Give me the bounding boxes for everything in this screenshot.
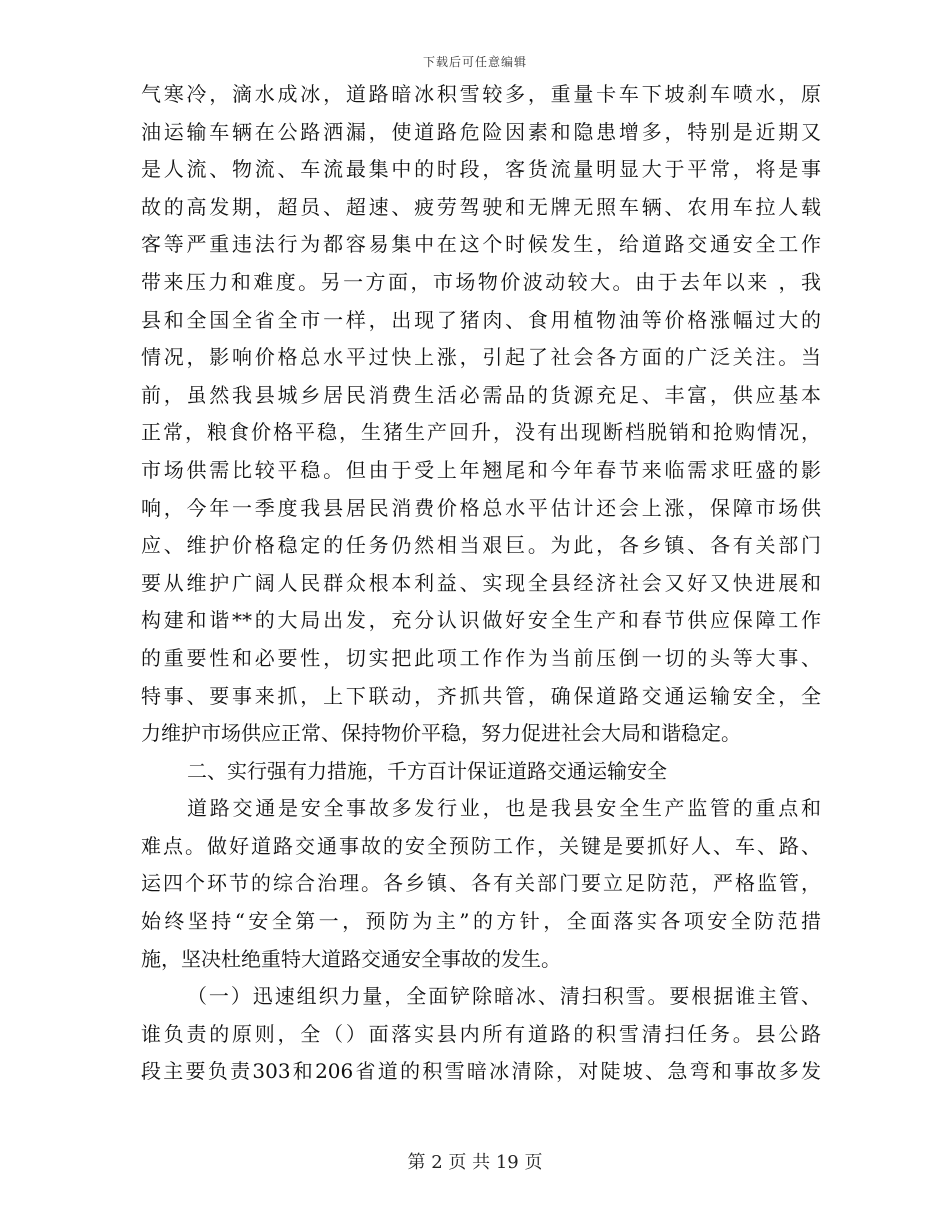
text-line: 县和全国全省全市一样，出现了猪肉、食用植物油等价格涨幅过大的	[141, 307, 821, 332]
text-line: 始终坚持“安全第一，预防为主”的方针，全面落实各项安全防范措	[141, 909, 821, 934]
text-line: 力维护市场供应正常、保持物价平稳，努力促进社会大局和谐稳定。	[141, 721, 741, 746]
text-line: 油运输车辆在公路洒漏，使道路危险因素和隐患增多，特别是近期又	[141, 119, 821, 144]
text-line: 施，坚决杜绝重特大道路交通安全事故的发生。	[141, 946, 561, 971]
text-line: 段主要负责303和206省道的积雪暗冰清除，对陡坡、急弯和事故多发	[141, 1059, 821, 1084]
text-line: 故的高发期，超员、超速、疲劳驾驶和无牌无照车辆、农用车拉人载	[141, 194, 821, 219]
text-line: 正常，粮食价格平稳，生猪生产回升，没有出现断档脱销和抢购情况，	[141, 420, 821, 445]
text-line: 带来压力和难度。另一方面，市场物价波动较大。由于去年以来 ，我	[141, 269, 821, 294]
text-line: 道路交通是安全事故多发行业，也是我县安全生产监管的重点和	[187, 796, 821, 821]
page-number: 第 2 页 共 19 页	[407, 1152, 543, 1173]
page-header: 下载后可任意编辑	[422, 55, 527, 69]
section-heading: 二、实行强有力措施，千方百计保证道路交通运输安全	[187, 758, 667, 783]
text-line: 特事、要事来抓，上下联动，齐抓共管，确保道路交通运输安全，全	[141, 683, 821, 708]
text-line: 难点。做好道路交通事故的安全预防工作，关键是要抓好人、车、路、	[141, 833, 821, 858]
text-line: 情况，影响价格总水平过快上涨，引起了社会各方面的广泛关注。当	[141, 345, 821, 370]
text-line: 气寒冷，滴水成冰，道路暗冰积雪较多，重量卡车下坡刹车喷水，原	[141, 82, 821, 106]
text-line: 市场供需比较平稳。但由于受上年翘尾和今年春节来临需求旺盛的影	[141, 457, 821, 482]
text-line: 应、维护价格稳定的任务仍然相当艰巨。为此，各乡镇、各有关部门	[141, 533, 821, 558]
text-line: 要从维护广阔人民群众根本利益、实现全县经济社会又好又快进展和	[141, 570, 821, 595]
text-line: 构建和谐**的大局出发，充分认识做好安全生产和春节供应保障工作	[141, 608, 821, 633]
document-body	[141, 76, 821, 1091]
text-line: 响，今年一季度我县居民消费价格总水平估计还会上涨，保障市场供	[141, 495, 821, 520]
text-line: 前，虽然我县城乡居民消费生活必需品的货源充足、丰富，供应基本	[141, 382, 821, 407]
text-line: 谁负责的原则，全（）面落实县内所有道路的积雪清扫任务。县公路	[141, 1021, 821, 1046]
text-line: 的重要性和必要性，切实把此项工作作为当前压倒一切的头等大事、	[141, 645, 821, 670]
text-line: 客等严重违法行为都容易集中在这个时候发生，给道路交通安全工作	[141, 232, 821, 257]
subsection-heading: （一）迅速组织力量，全面铲除暗冰、清扫积雪。要根据谁主管、	[187, 984, 821, 1009]
text-line: 运四个环节的综合治理。各乡镇、各有关部门要立足防范，严格监管，	[141, 871, 821, 896]
text-line: 是人流、物流、车流最集中的时段，客货流量明显大于平常，将是事	[141, 157, 821, 182]
